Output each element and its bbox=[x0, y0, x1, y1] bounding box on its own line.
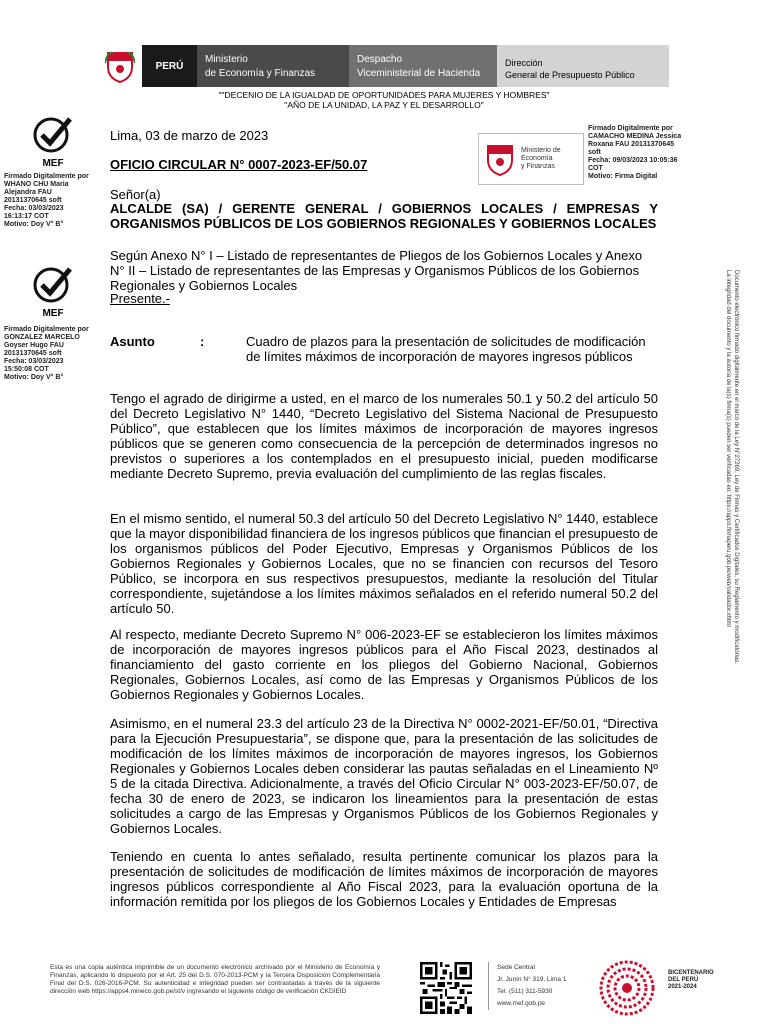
footer-address bbox=[488, 962, 566, 1010]
sigr-line: Firmado Digitalmente por bbox=[588, 125, 673, 132]
mef-check-icon bbox=[30, 265, 76, 305]
paragraph-4: Asimismo, en el numeral 23.3 del artículo 23 de la Directiva N° 0002-2021-EF/50.01, “Directiva para la Ejecución Presupuestaria”, se dispone que, para la presentación de las solicitudes de modificación de los límites máximos de incorporación de mayores ingresos, los Gobiernos Regionales y Gobiernos Locales deben considerar las pautas señaladas en el Lineamiento Nº 5 de la citada Directiva. Adicionalmente, a través del Oficio Circular N° 003-2023-EF/50.07, de fecha 30 de enero de 2023, se indicaron los lineamientos para la presentación de estas solicitudes a cargo de las Empresas y Organismos Públicos de los Gobiernos Regionales y Gobiernos Locales. bbox=[110, 716, 658, 836]
mef-check-icon bbox=[30, 115, 76, 155]
sigr-line: soft bbox=[588, 149, 601, 156]
subject-label: Asunto bbox=[110, 334, 155, 349]
sig2-line: 20131370645 soft bbox=[4, 350, 62, 357]
paragraph-3: Al respecto, mediante Decreto Supremo N° 006-2023-EF se establecieron los límites máximos de incorporación de mayores ingresos públicos para el Año Fiscal 2023, destinados al financiamiento del gasto corriente en los pliegos del Gobierno Nacional, Gobiernos Regionales, Gobiernos Locales, así como de las Empresas y Organismos Públicos de los Gobiernos Regionales y Gobiernos Locales. bbox=[110, 627, 658, 702]
sigr-line: Roxana FAU 20131370645 bbox=[588, 141, 674, 148]
sig2-line: GONZALEZ MARCELO bbox=[4, 334, 80, 341]
header-ministry bbox=[197, 45, 349, 87]
sig1-line: Firmado Digitalmente por bbox=[4, 173, 89, 180]
header-office bbox=[349, 45, 497, 87]
header-ministry-line2: de Economía y Finanzas bbox=[205, 68, 316, 79]
subject-text: Cuadro de plazos para la presentación de solicitudes de modificación de límites máximos de incorporación de mayores ingresos públicos bbox=[246, 334, 646, 364]
letter-presente: Presente.- bbox=[110, 291, 170, 306]
bicent-line2: DEL PERÚ bbox=[668, 977, 699, 983]
mef-stamp-1 bbox=[30, 115, 76, 175]
side-note-line2: La integridad del documento y la autoría de la(s) firma(s) pueden ser verificadas en: https://apps.firmaperu.gob.pe/web/validador.xhtml bbox=[725, 270, 731, 627]
sig2-line: Motivo: Doy V° B° bbox=[4, 374, 64, 381]
mini-ministry-logo bbox=[478, 133, 584, 185]
sigr-line: CAMACHO MEDINA Jessica bbox=[588, 133, 682, 140]
peru-crest-icon bbox=[485, 141, 515, 177]
footer-note: Esta es una copia auténtica imprimible de un documento electrónico archivado por el Ministerio de Economía y Finanzas, aplicando lo dispuesto por el Art. 25 del D.S. 070-2013-PCM y la Tercera Disposición Complementaria Final del D.S. 026-2016-PCM. Su autenticidad e integridad pueden ser contrastadas a través de la siguiente dirección web https://apps4.mineco.gob.pe/st/v ingresando el siguiente código de verificación CKDIEID bbox=[50, 964, 380, 995]
sig1-line: Fecha: 03/03/2023 bbox=[4, 205, 64, 212]
sig2-line: Goyser Hugo FAU bbox=[4, 342, 64, 349]
mini-line: y Finanzas bbox=[521, 163, 555, 170]
signature-block-right bbox=[588, 125, 718, 181]
letter-salutation: Señor(a) bbox=[110, 187, 161, 202]
digital-signature-note bbox=[724, 270, 740, 664]
motto-line2: "AÑO DE LA UNIDAD, LA PAZ Y EL DESARROLLO" bbox=[284, 100, 484, 110]
side-note-line1: Documento electrónico firmado digitalmente en el marco de la Ley N°27269, Ley de Firmas y Certificados Digitales, su Reglamento y modificatorias. bbox=[733, 270, 739, 664]
mini-ministry-text bbox=[521, 147, 561, 171]
sig1-line: 20131370645 soft bbox=[4, 197, 62, 204]
footer-web-link[interactable]: www.mef.gob.pe bbox=[497, 1000, 546, 1007]
letter-reference: OFICIO CIRCULAR N° 0007-2023-EF/50.07 bbox=[110, 157, 368, 172]
header-country: PERÚ bbox=[142, 45, 197, 87]
sig1-line: Motivo: Doy V° B° bbox=[4, 221, 64, 228]
sigr-line: Fecha: 09/03/2023 10:05:36 bbox=[588, 157, 678, 164]
sigr-line: COT bbox=[588, 165, 603, 172]
sig1-line: 16:13:17 COT bbox=[4, 213, 49, 220]
letter-annex: Según Anexo N° I – Listado de representantes de Pliegos de los Gobiernos Locales y Anexo N° II – Listado de representantes de las Empresas y Organismos Públicos de los Gobiernos Regionales y Gobiernos Locales bbox=[110, 248, 643, 293]
bicentenario-text bbox=[668, 970, 714, 991]
footer-street: Jr. Junín N° 319, Lima 1 bbox=[497, 976, 567, 983]
sig1-line: Alejandra FAU bbox=[4, 189, 52, 196]
signature-block-2 bbox=[4, 326, 106, 382]
bicentenario-logo-icon bbox=[592, 958, 662, 1018]
header-ministry-line1: Ministerio bbox=[205, 54, 248, 65]
letter-date: Lima, 03 de marzo de 2023 bbox=[110, 128, 269, 143]
header-office-line2: Viceministerial de Hacienda bbox=[357, 68, 481, 79]
mini-line: Ministerio de bbox=[521, 147, 561, 154]
header-office-line1: Despacho bbox=[357, 54, 403, 65]
header-dir-line2: General de Presupuesto Público bbox=[505, 70, 635, 80]
mef-stamp-2 bbox=[30, 265, 76, 325]
header-dir-line1: Dirección bbox=[505, 58, 543, 68]
header-bar bbox=[98, 45, 669, 87]
sig1-line: WHANO CHU Maria bbox=[4, 181, 69, 188]
peru-crest-icon bbox=[98, 45, 142, 87]
motto bbox=[0, 90, 768, 110]
footer-sede: Sede Central bbox=[497, 964, 535, 971]
subject-colon: : bbox=[200, 334, 205, 349]
footer-phone: Tel. (511) 311-5930 bbox=[497, 988, 553, 995]
mef-label: MEF bbox=[42, 308, 64, 319]
sigr-line: Motivo: Firma Digital bbox=[588, 173, 658, 180]
paragraph-5: Teniendo en cuenta lo antes señalado, resulta pertinente comunicar los plazos para la presentación de solicitudes de modificación de límites máximos de incorporación de mayores ingresos públicos correspondiente al Año Fiscal 2023, para la evaluación oportuna de la información remitida por los pliegos de los Gobiernos Locales y Entidades de Empresas bbox=[110, 849, 658, 909]
bicent-line3: 2021-2024 bbox=[668, 984, 697, 990]
sig2-line: 15:50:08 COT bbox=[4, 366, 49, 373]
motto-line1: ""DECENIO DE LA IGUALDAD DE OPORTUNIDADES PARA MUJERES Y HOMBRES" bbox=[218, 90, 550, 100]
letter-addressee: ALCALDE (SA) / GERENTE GENERAL / GOBIERNOS LOCALES / EMPRESAS Y ORGANISMOS PÚBLICOS DE LOS GOBIERNOS REGIONALES Y GOBIERNOS LOCALES bbox=[110, 201, 658, 231]
header-direction bbox=[497, 45, 669, 87]
mini-line: Economía bbox=[521, 155, 553, 162]
signature-block-1 bbox=[4, 173, 106, 229]
mef-label: MEF bbox=[42, 158, 64, 169]
bicent-line1: BICENTENARIO bbox=[668, 970, 714, 976]
paragraph-1: Tengo el agrado de dirigirme a usted, en el marco de los numerales 50.1 y 50.2 del artículo 50 del Decreto Legislativo N° 1440, “Decreto Legislativo del Sistema Nacional de Presupuesto Público”, que establecen que los límites máximos de incorporación de mayores ingresos públicos que se generen como consecuencia de la percepción de determinados ingresos no previstos o superiores a los contemplados en el presupuesto inicial, pueden modificarse mediante Decreto Supremo, previa evaluación del cumplimiento de las reglas fiscales. bbox=[110, 391, 658, 481]
sig2-line: Fecha: 03/03/2023 bbox=[4, 358, 64, 365]
paragraph-2: En el mismo sentido, el numeral 50.3 del artículo 50 del Decreto Legislativo N° 1440, establece que la mayor disponibilidad financiera de los ingresos públicos que financian el presupuesto de los organismos públicos del Poder Ejecutivo, Empresas y Organismos Públicos de los Gobiernos Regionales y Gobiernos Locales, que no se financien con recursos del Tesoro Público, se incorpora en sus respectivos presupuestos, mediante la resolución del Titular correspondiente, sujetándose a los límites máximos señalados en el referido numeral 50.2 del artículo 50. bbox=[110, 511, 658, 616]
qr-code-icon bbox=[420, 962, 472, 1014]
sig2-line: Firmado Digitalmente por bbox=[4, 326, 89, 333]
